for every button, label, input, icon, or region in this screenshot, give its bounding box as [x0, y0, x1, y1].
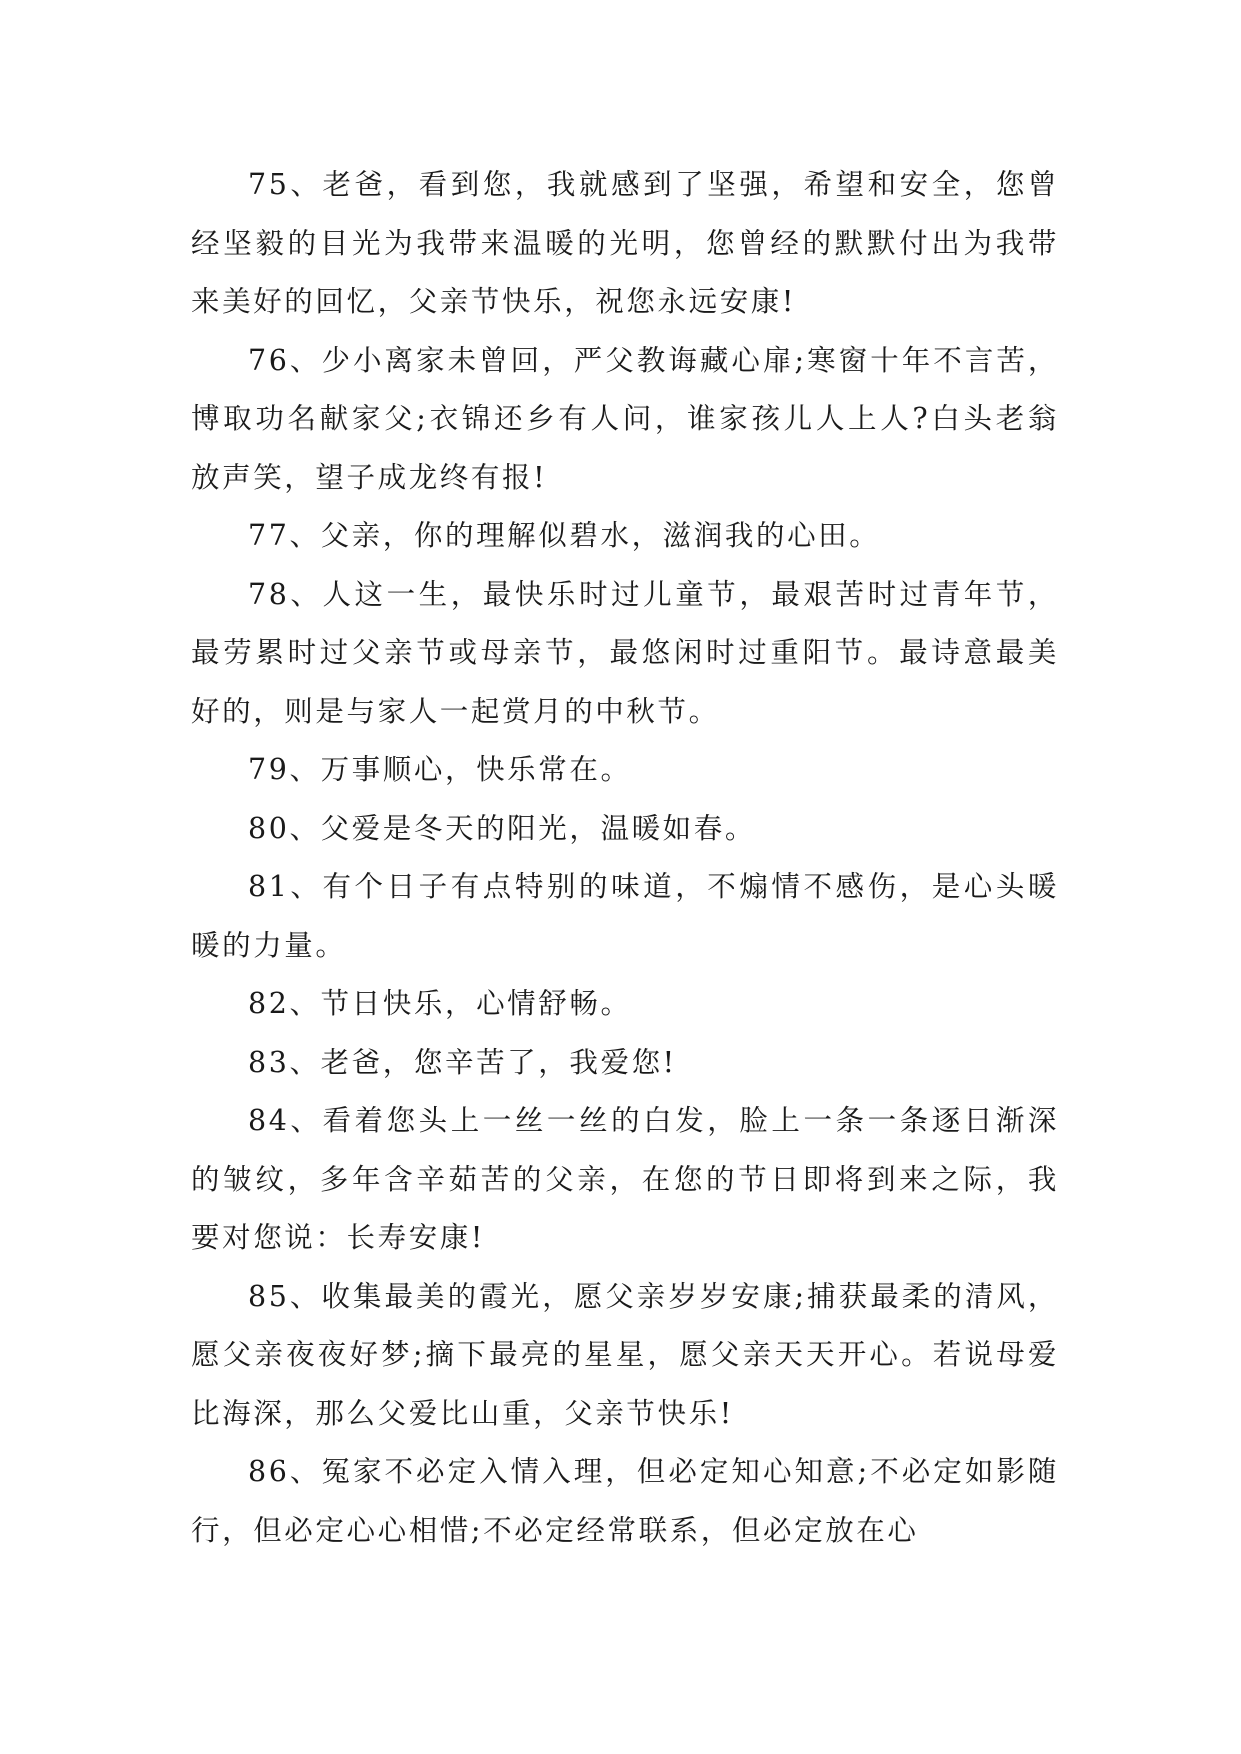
paragraph-80: 80、父爱是冬天的阳光，温暖如春。 — [248, 811, 756, 845]
paragraph-83: 83、老爸，您辛苦了，我爱您! — [248, 1045, 677, 1079]
paragraph-86: 86、冤家不必定入情入理，但必定知心知意;不必定如影随行，但必定心心相惜;不必定经常联系，但必定放在心 — [191, 1455, 1059, 1547]
paragraph-84: 84、看着您头上一丝一丝的白发，脸上一条一条逐日渐深的皱纹，多年含辛茹苦的父亲，在您的节日即将到来之际，我要对您说：长寿安康! — [191, 1104, 1059, 1254]
paragraph-77: 77、父亲，你的理解似碧水，滋润我的心田。 — [248, 519, 881, 552]
paragraph-79: 79、万事顺心，快乐常在。 — [248, 753, 632, 786]
paragraph-75: 75、老爸，看到您，我就感到了坚强，希望和安全，您曾经坚毅的目光为我带来温暖的光明，您曾经的默默付出为我带来美好的回忆，父亲节快乐，祝您永远安康! — [191, 168, 1059, 318]
paragraph-82: 82、节日快乐，心情舒畅。 — [248, 987, 632, 1020]
paragraph-81: 81、有个日子有点特别的味道，不煽情不感伤，是心头暖暖的力量。 — [191, 870, 1059, 962]
document-body — [191, 156, 1059, 1560]
paragraph-85: 85、收集最美的霞光，愿父亲岁岁安康;捕获最柔的清风，愿父亲夜夜好梦;摘下最亮的星星，愿父亲天天开心。若说母爱比海深，那么父爱比山重，父亲节快乐! — [191, 1279, 1059, 1430]
paragraph-76: 76、少小离家未曾回，严父教诲藏心扉;寒窗十年不言苦，博取功名献家父;衣锦还乡有人问，谁家孩儿人上人?白头老翁放声笑，望子成龙终有报! — [191, 343, 1059, 494]
paragraph-78: 78、人这一生，最快乐时过儿童节，最艰苦时过青年节，最劳累时过父亲节或母亲节，最悠闲时过重阳节。最诗意最美好的，则是与家人一起赏月的中秋节。 — [191, 577, 1059, 728]
